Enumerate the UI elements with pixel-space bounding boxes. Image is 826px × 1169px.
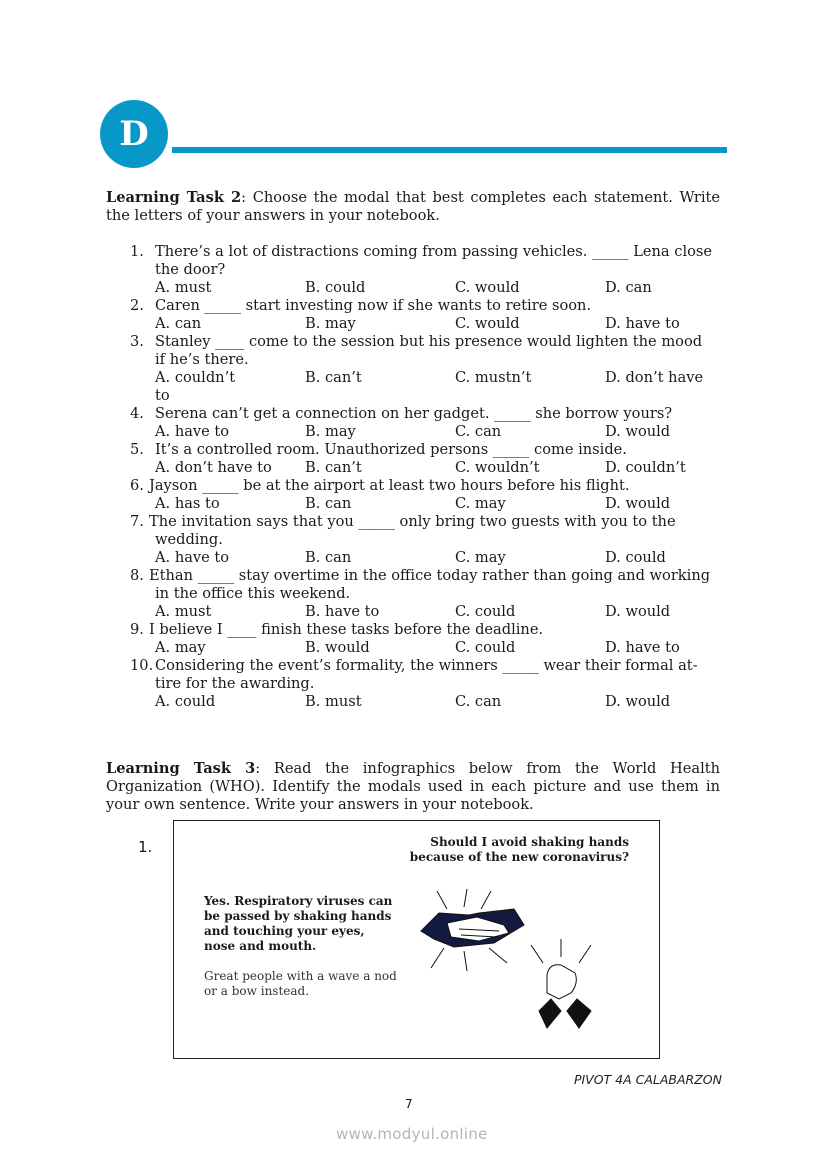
infographic-question: Should I avoid shaking hands because of the new coronavirus?	[409, 835, 629, 864]
question-number: 7.	[130, 513, 144, 530]
question-text: Caren _____ start investing now if she wants to retire soon.	[155, 297, 592, 314]
answer-option-a: A. don’t have to	[155, 459, 272, 476]
question-item	[130, 243, 730, 297]
answer-options	[130, 315, 730, 333]
answer-option-overflow: to	[155, 387, 170, 404]
answer-option-b: B. may	[305, 315, 356, 332]
task2-title: Learning Task 2	[106, 189, 242, 206]
question-number: 10.	[130, 657, 154, 674]
infographic-tip: Great people with a wave a nod or a bow instead.	[204, 969, 397, 998]
question-text: It’s a controlled room. Unauthorized persons _____ come inside.	[155, 441, 627, 458]
answer-option-d: D. could	[605, 549, 666, 566]
answer-option-c: C. may	[455, 549, 506, 566]
answer-option-c: C. can	[455, 423, 502, 440]
answer-options	[130, 603, 730, 621]
answer-option-c: C. would	[455, 279, 520, 296]
question-number: 8.	[130, 567, 144, 584]
answer-option-a: A. must	[155, 279, 212, 296]
footer-brand: PIVOT 4A CALABARZON	[573, 1072, 722, 1087]
answer-options	[130, 279, 730, 297]
question-number: 2.	[130, 297, 144, 314]
question-text-continued: tire for the awarding.	[155, 675, 315, 692]
question-number: 4.	[130, 405, 144, 422]
answer-options	[130, 369, 730, 387]
handshake-icon	[421, 889, 524, 971]
question-number: 5.	[130, 441, 144, 458]
question-item	[130, 333, 730, 405]
answer-option-b: B. would	[305, 639, 370, 656]
question-text-continued: the door?	[155, 261, 226, 278]
answer-options	[130, 459, 730, 477]
answer-options	[130, 423, 730, 441]
answer-option-c: C. could	[455, 603, 516, 620]
question-text: Ethan _____ stay overtime in the office today rather than going and working	[149, 567, 711, 584]
question-item	[130, 657, 730, 711]
answer-option-a: A. have to	[155, 549, 230, 566]
question-list	[130, 243, 730, 711]
answer-options	[130, 639, 730, 657]
question-item	[130, 297, 730, 333]
infographic-item-number: 1.	[138, 838, 153, 856]
question-number: 1.	[130, 243, 144, 260]
answer-option-d: D. have to	[605, 639, 680, 656]
question-text-continued: wedding.	[155, 531, 223, 548]
question-item	[130, 513, 730, 567]
answer-option-d: D. don’t have	[605, 369, 704, 386]
answer-options	[130, 549, 730, 567]
clasped-hands-icon	[531, 939, 591, 1028]
answer-option-d: D. can	[605, 279, 652, 296]
answer-options	[130, 693, 730, 711]
question-number: 3.	[130, 333, 144, 350]
answer-option-c: C. wouldn’t	[455, 459, 540, 476]
question-number: 6.	[130, 477, 144, 494]
answer-option-d: D. would	[605, 693, 671, 710]
answer-option-b: B. can’t	[305, 369, 362, 386]
answer-option-d: D. would	[605, 495, 671, 512]
question-text: I believe I ____ finish these tasks before the deadline.	[149, 621, 544, 638]
answer-option-a: A. must	[155, 603, 212, 620]
question-item	[130, 621, 730, 657]
question-item	[130, 477, 730, 513]
task3-instruction-text: : Read the infographics below from the World Health Organization (WHO). Identify the modals used in each picture and use them in your own sentence. Write your answers in your notebook.	[106, 760, 720, 813]
answer-option-a: A. couldn’t	[155, 369, 236, 386]
answer-option-c: C. could	[455, 639, 516, 656]
answer-option-b: B. could	[305, 279, 366, 296]
task3-title: Learning Task 3	[106, 760, 256, 777]
question-text: The invitation says that you _____ only bring two guests with you to the	[149, 513, 676, 530]
answer-option-a: A. can	[155, 315, 202, 332]
page-number: 7	[405, 1097, 413, 1111]
answer-options	[130, 495, 730, 513]
answer-option-b: B. can	[305, 549, 352, 566]
answer-option-c: C. may	[455, 495, 506, 512]
answer-option-d: D. would	[605, 603, 671, 620]
watermark-url: www.modyul.online	[336, 1125, 488, 1143]
task2-instruction-text: : Choose the modal that best completes each statement. Write the letters of your answers in your notebook.	[106, 189, 720, 224]
answer-option-b: B. can’t	[305, 459, 362, 476]
task2-instructions	[106, 189, 720, 225]
answer-option-a: A. has to	[155, 495, 220, 512]
answer-option-d: D. have to	[605, 315, 680, 332]
section-letter: D	[119, 114, 149, 154]
question-text-continued: in the office this weekend.	[155, 585, 351, 602]
task3-instructions	[106, 760, 720, 814]
question-text: Jayson _____ be at the airport at least two hours before his flight.	[149, 477, 630, 494]
question-item	[130, 405, 730, 441]
answer-option-c: C. mustn’t	[455, 369, 532, 386]
handshake-illustration	[419, 883, 619, 1043]
answer-option-b: B. must	[305, 693, 362, 710]
answer-option-b: B. may	[305, 423, 356, 440]
question-text: There’s a lot of distractions coming from passing vehicles. _____ Lena close	[155, 243, 713, 260]
answer-option-c: C. can	[455, 693, 502, 710]
answer-option-d: D. would	[605, 423, 671, 440]
answer-option-a: A. have to	[155, 423, 230, 440]
question-text: Stanley ____ come to the session but his presence would lighten the mood	[155, 333, 703, 350]
question-number: 9.	[130, 621, 144, 638]
infographic-box	[173, 820, 660, 1059]
answer-option-d: D. couldn’t	[605, 459, 686, 476]
answer-option-a: A. may	[155, 639, 206, 656]
question-text: Serena can’t get a connection on her gadget. _____ she borrow yours?	[155, 405, 673, 422]
question-item	[130, 441, 730, 477]
answer-option-a: A. could	[155, 693, 216, 710]
section-badge-d	[100, 100, 168, 168]
question-item	[130, 567, 730, 621]
infographic-answer: Yes. Respiratory viruses can be passed by shaking hands and touching your eyes, nose and mouth.	[204, 894, 393, 953]
answer-option-c: C. would	[455, 315, 520, 332]
question-text: Considering the event’s formality, the winners _____ wear their formal at-	[155, 657, 698, 674]
answer-option-b: B. can	[305, 495, 352, 512]
answer-option-b: B. have to	[305, 603, 380, 620]
section-divider-line	[172, 147, 727, 153]
question-text-continued: if he’s there.	[155, 351, 249, 368]
